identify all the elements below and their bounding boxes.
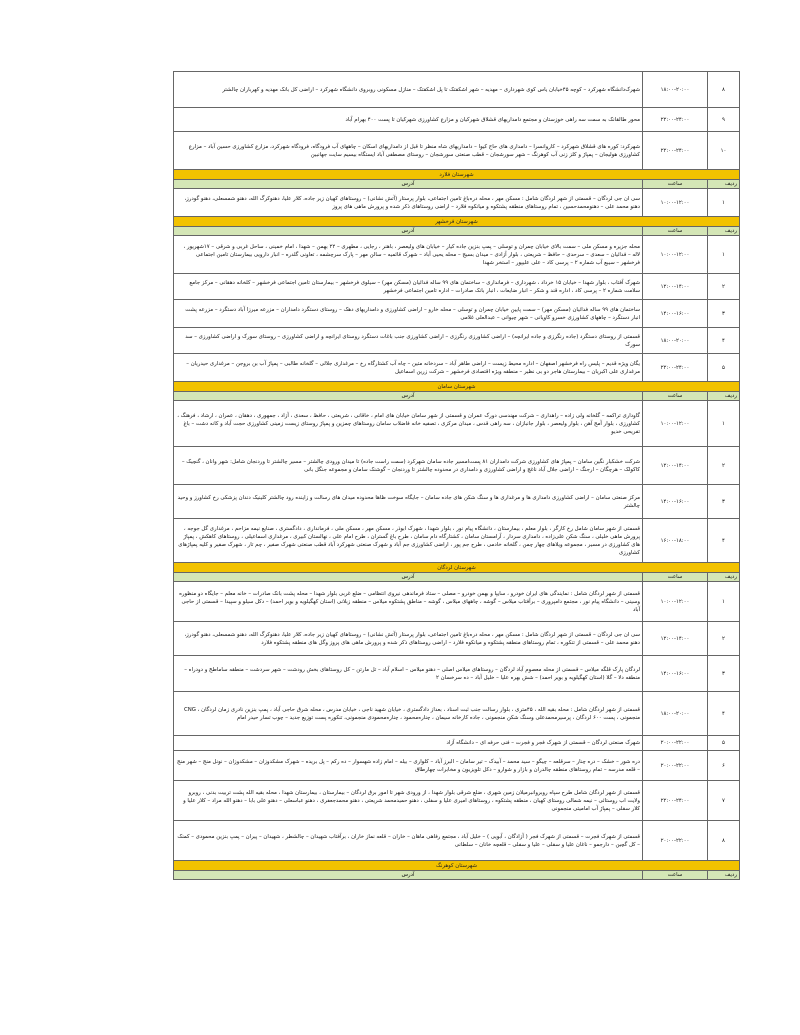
table-row [174,401,740,447]
table-row [174,72,740,108]
table-body [174,72,740,880]
time-header: ساعت [643,871,708,880]
time-range: ۱۲:۰۰-۱۴:۰۰ [643,622,708,656]
time-range: ۲۰:۰۰-۲۲:۰۰ [643,751,708,781]
time-range: ۲۰:۰۰-۲۲:۰۰ [643,736,708,751]
time-range: ۱۲:۰۰-۱۴:۰۰ [643,447,708,485]
time-header: ساعت [643,227,708,236]
row-number: ۱۰ [708,132,740,170]
table-row [174,485,740,519]
row-number: ۱ [708,236,740,274]
address-cell: سی ان جی لردگان – قسمتی از شهر لردگان شامل : مسکن مهر ، محله دره‌باغ تامین اجتماعی، بلوار پرستار (آتش نشانی) – روستاهای کهیان زیر جاده، کلار علیا، دهنوکرگ الله، دهنو شمسعلی، دهنو گودرز، دهنو محمد علی – قسمتی از تنکوره ، تمام روستاهای منطقه پشتکوه و میانکوه فلارد – اراضی روستاهای ذکر شده و پرورش ماهی های پروز وگل های منطقه پشتکوه فلارد [174,622,643,656]
table-row [174,582,740,622]
section-header-row [174,861,740,871]
section-title: شهرستان کوهرنگ [174,861,740,871]
row-number: ۱ [708,189,740,217]
row-number: ۹ [708,108,740,132]
time-range: ۱۴:۰۰-۱۶:۰۰ [643,300,708,328]
row-number: ۵ [708,354,740,382]
column-header-row [174,392,740,401]
row-number: ۸ [708,821,740,861]
row-number-header: ردیف [708,573,740,582]
row-number-header: ردیف [708,871,740,880]
address-cell: قسمتی از شهر سامان شامل رخ کارگر ، بلوار معلم ، بیمارستان ، دانشگاه پیام نور ، بلوار شهدا ، شهرک ابوذر ، مسکن مهر ، مسکن ملی ، فرمانداری ، دادگستری ، صنایع نیمه مزاحم ، مرغداری گل جوجه ، پرورش ماهی خلیلی ، سنگ شکن علی‌زاده ، دامداری سردار ، آرامستان سامان ، کشتارگاه دام سامان ، طرح باغ گستران ، طرح امام علی ، نهالستان کبیری ، مرغداری اسماعیلی ، روستاهای کاهکش ، پمپاژ های کشاورزی در مسیر ، مجموعه ویلاهای چهار چمن ، گلخانه خادمی ، طرح جم پور ، اراضی کشاورزی جم آباد و شهرک صنعتی شهرکرد آباد قطب صنعتی شهرک صفیر ، چم تار ، شهرک صفیر و کلیه پمپاژهای کشاورزی [174,519,643,563]
time-range: ۲۲:۰۰-۲۴:۰۰ [643,781,708,821]
time-range: ۲۰:۰۰-۲۲:۰۰ [643,821,708,861]
row-number: ۷ [708,781,740,821]
address-cell: محله جزیره و مسکن ملی – سمت بالای خیابان چمران و توسلی – پمپ بنزین جاده کیار – خیابان های ولیعصر ، باهنر ، رجایی ، مطهری – ۲۲ بهمن – شهدا ، امام خمینی ، ساحل غربی و شرقی – ۱۷شهریور ، لاله – فدائیان – سعدی – سرحدی – حافظ – شریعتی ، بلوار آزادی – میدان بسیج – محله یحیی آباد – شهرک قائمیه – سالن مهر – پارک سرچشمه ، تعاونی گلدره – انبار دارویی بیمارستان تامین اجتماعی فرخشهر – سیبع آب شماره ۲ – پرسی کاد – علی علیپور – استخر شهدا [174,236,643,274]
row-number: ۲ [708,274,740,300]
table-row [174,656,740,692]
section-title: شهرستان لردگان [174,563,740,573]
address-cell: شهرک آفتاب ، بلوار شهدا – خیابان ۱۵ خرداد ، شهرداری – فرمانداری – ساختمان های ۹۹ ساله فدائیان (مسکن مهر) – سیلوی فرخشهر – بیمارستان تامین اجتماعی فرخشهر – کلخانه دهقانی – مرکز جامع سلامت شماره ۲ – پرسی کاد ، اداره قند و شکر – انبار ضایعات ، انبار بانک صادرات – اداره تامین اجتماعی فرخشهر [174,274,643,300]
time-range: ۲۲:۰۰-۲۴:۰۰ [643,108,708,132]
table-row [174,692,740,736]
time-range: ۱۰:۰۰-۱۲:۰۰ [643,401,708,447]
time-range: ۱۰:۰۰-۱۲:۰۰ [643,236,708,274]
address-cell: ساختمان های ۹۹ ساله فدائیان (مسکن مهر) – سمت پایین خیابان چمران و توسلی – محله خارو – اراضی کشاورزی و دامداریهای دهک – روستای دستگرد دامداران – مزرعه میرزا آباد دستگرد – مزرعه پشت انبار دستگرد – چاههای کشاورزی خسرو کاویانی – شهر چیوانی – عبدالعلی غلامی [174,300,643,328]
row-number: ۲ [708,622,740,656]
row-number: ۳ [708,485,740,519]
address-cell: دره شور – خشک – دره چنار – سرقلعه – چیگو – سید محمد – آبیدک – تیر سامان – البرز آباد – کلواری – بیله – امام زاده شهسوار – ده رکم – پل بریده – شهرک مشکدوزان – مشکدوزان – نونل منج – شهر منج – قلعه مدرسه – تمام روستاهای منطقه چالدران و بازار و شوارو – دکل تلویزیون و مخابرات چهارطاق [174,751,643,781]
time-range: ۲۲:۰۰-۲۴:۰۰ [643,354,708,382]
column-header-row [174,180,740,189]
row-number: ۶ [708,751,740,781]
time-range: ۱۶:۰۰-۱۸:۰۰ [643,519,708,563]
table-row [174,132,740,170]
time-range: ۱۰:۰۰-۱۲:۰۰ [643,189,708,217]
time-range: ۲۲:۰۰-۲۴:۰۰ [643,132,708,170]
outage-schedule-table [173,71,740,880]
address-cell: سی ان جی لردگان – قسمتی از شهر لردگان شامل : مسکن مهر ، محله دره‌باغ تامین اجتماعی، بلوار پرستار (آتش نشانی) – روستاهای کهیان زیر جاده، کلار علیا، دهنوکرگ الله، دهنو شمسعلی، دهنو گودرز، دهنو محمد علی – دهنومحمدحسین ، تمام روستاهای منطقه پشتکوه و میانکوه فلارد – اراضی روستاهای ذکر شده و پرورش ماهی های پروز [174,189,643,217]
table-row [174,189,740,217]
section-header-row [174,563,740,573]
row-number: ۱ [708,582,740,622]
section-header-row [174,170,740,180]
address-cell: شهرک صنعتی لردگان – قسمتی از شهرک فجر و فجرت – فنی حرفه ای – دانشگاه آزاد [174,736,643,751]
table-row [174,108,740,132]
row-number: ۱ [708,401,740,447]
column-header-row [174,573,740,582]
address-cell: گاوداری تراکمه – گلخانه ولی زاده – راهداری – شرکت مهندسی دورک عمران و قسمتی از شهر سامان خیابان های امام ، خاقانی ، شریعتی ، حافظ ، سعدی ، آزاد ، جمهوری ، دهقان ، عمران ، ارشاد ، فرهنگ ، کشاورزی ، بلوار آمج آهن ، بلوار ولیعصر ، بلوار جانبازان ، سه راهی قدس ، میدان مرکزی ، تصفیه خانه فاضلاب سامان روستاهای چمزین و پمپاژ روستای زیست زمینی کشاورزی حجت آباد و کانه دشت – باغ تفریحی خدیو [174,401,643,447]
table-row [174,354,740,382]
time-range: ۱۸:۰۰-۲۰:۰۰ [643,328,708,354]
address-cell: قسمتی از شهر لردگان شامل : نمایندگی های ایران خودرو ، سایپا و بهمن خودرو – مصلی – ستاد فرماندهی نیروی انتظامی – ضلع غربی بلوار شهدا – محله پشت بانک صادرات – خانه معلم – جایگاه دو منظوره وسینی – دانشگاه پیام نور ، مجتمع دامپروری – برآفتاب میلاس – گوشه ، چاههای میلاس ، گوشه – مناطق پشتکوه میلاس – منطقه زبلانی (استان کهگیلویه و بویر احمد) – دکل سیلو و سپیدا – قسمتی از حاجی آباد [174,582,643,622]
table-row [174,236,740,274]
address-cell: قسمتی از شهر لردگان شامل : محله بقیه الله ، ۴۵متری ، بلوار رسالت جنب ثبت اسناد ، بعداز دادگستری ، خیابان شهید ناجی ، خیابان مدرس ، محله شرق حاجی آباد ، پمپ بنزین نادری زمان لردگان ، CNG منجمونی ، پست ۶۰۰ لردگان ، پرسیرمحمدعلی وسنگ شکن منجمونی ، جاده کارخانه سیمان ، چناره‌محمود ، چناره‌محمودی منجمونی، تنکوره پست توزیع جدید – چوب تسار حیدر امام [174,692,643,736]
address-header: آدرس [174,180,643,189]
table-row [174,300,740,328]
time-range: ۱۰:۰۰-۱۲:۰۰ [643,582,708,622]
row-number: ۲ [708,447,740,485]
time-range: ۱۴:۰۰-۱۶:۰۰ [643,485,708,519]
table-row [174,328,740,354]
address-cell: لردگان پارک قلگه میلاس – قسمتی از محله معصوم آباد لردگان – روستاهای میلاس اصلی – دهنو میلاس – اسلام آباد – تل مارتن – کل روستاهای بخش رودشت – شهر سردشت – منطقه ساماطخ و دودراه – منطقه دلا – گلا (استان کهگیلویه و بویر احمد) – شش بهره علیا – خلیل آباد – ده سرخسان ۲ [174,656,643,692]
row-number: ۴ [708,328,740,354]
row-number-header: ردیف [708,180,740,189]
time-header: ساعت [643,180,708,189]
address-cell: مرکز صنعتی سامان – اراضی کشاورزی دامداری ها و مرغداری ها و سنگ شکن های جاده سامان – جایگاه سوخت ظاها محدوده میدان های رسالت و زاینده رود چالشتر کلینیک دندان پزشکی رخ کشاورز و وحید چالشتر [174,485,643,519]
address-header: آدرس [174,227,643,236]
address-cell: قسمتی از شهر لردگان شامل طرح سپاه روبروانبرمیلان زمین شهری ، ضلع شرقی بلوار شهدا ، از ورودی شهر تا امور برق لردگان – بیمارستان ، بیمارستان شهدا ، محله بقیه الله پشت تربیت بدنی ، روبرو ولایت اب روستائی – نیمه شمالی روستای کهیان ، منطقه پشتکوه ، روستاهای امیری علیا و سفلی ، دهنو حمیدمحمد شریعتی ، دهنو محمدجعفری ، دهنو عباسعلی – دهنو علی بابا – دهنو الله مراد – کلار علیا و کلار سفلی – پمپاژ آب امامیتی منجمونی [174,781,643,821]
table-row [174,821,740,861]
time-range: ۱۲:۰۰-۱۴:۰۰ [643,274,708,300]
table-row [174,274,740,300]
time-range: ۱۸:۰۰-۲۰:۰۰ [643,72,708,108]
row-number: ۴ [708,519,740,563]
section-title: شهرستان فرخشهر [174,217,740,227]
section-title: شهرستان سامان [174,382,740,392]
time-range: ۱۸:۰۰-۲۰:۰۰ [643,692,708,736]
address-cell: شهرک‌دانشگاه شهرکرد – کوچه ۴۵خیابان یاس کوی شهرداری – مهدیه – شهر اشکفتک تا پل اشکفتک – منازل مسکونی روبروی دانشگاه شهرکرد – اراضی کل بانک مهدیه و کهرباران چالشتر [174,72,643,108]
address-header: آدرس [174,573,643,582]
address-cell: قسمتی از شهرک فجرت – قسمتی از شهرک فجر ( آزادگان ، آبویی ) – خلیل آباد ، مجتمع رفاهی ماهان – خاران – قلعه نماز خاران ، برآفتاب شهیدان – چالشطر ، شهیدان – پیران – پمپ بنزین محمودی – کمنک – کل گچین – دارجمو – ناغان علیا و سفلی – علیا و سفلی – قلعچه خانان – سلطانی [174,821,643,861]
table-row [174,736,740,751]
column-header-row [174,871,740,880]
address-header: آدرس [174,392,643,401]
row-number: ۳ [708,656,740,692]
section-title: شهرستان فلارد [174,170,740,180]
time-range: ۱۴:۰۰-۱۶:۰۰ [643,656,708,692]
table-row [174,447,740,485]
row-number-header: ردیف [708,392,740,401]
table-row [174,781,740,821]
section-header-row [174,382,740,392]
row-number: ۵ [708,736,740,751]
address-header: آدرس [174,871,643,880]
row-number: ۳ [708,300,740,328]
address-cell: یگان ویژه قدیم – پلیس راه فرخشهر اصفهان – اداره محیط زیست – اراضی طاهر آباد – سردخانه متین – چاه آب کشتارگاه رخ – مرغداری جلالی – گلخانه طالبی – پمپاژ آب بن بروجن – مرغداری حیدریان – مرغداری علی اکبریان – بیمارستان هاجر دو بی نظیر – منطقه ویژه اقتصادی فرخشهر – شرکت زرین اسماعیل [174,354,643,382]
address-cell: شرکت خشکبار نگین سامان – پمپاژ های کشاورزی شرکت دامداران ۸۱ پست‌امسیر جاده سامان شهرکرد (سمت راست جاده) تا میدان ورودی چالشتر – مسیر چالشتر تا وردنجان شامل: شهر وانان ، گنچیک – کاکولک – هرچگان – ارجنگ – اراضی جلال آباد ناغچ و اراضی کشاورزی و دامداری در محدوده چالشتر تا وردنجان – گوشنک سامان و مجموعه جنگل بانی [174,447,643,485]
row-number: ۸ [708,72,740,108]
row-number-header: ردیف [708,227,740,236]
table-row [174,622,740,656]
column-header-row [174,227,740,236]
address-cell: محور طالقانک به سمت سه راهی خوزستان و مجتمع دامداریهای قشلاق شهرکیان و مزارع کشاورزی شهرکیان تا پست ۴۰۰ بهرام آباد [174,108,643,132]
row-number: ۴ [708,692,740,736]
address-cell: شهرکرد: کوره های قشلاق شهرکرد – کاروانسرا – دامداری های حاج کیوا – دامداریهای شاه منظر تا قبل از دامداریهای اسکان – چاههای آب فرودگاه، فرودگاه شهرکرد، مزارع کشاورزی حسین آباد – مزارع کشاورزی هولیجان – پمپاژ و کلز زنی آب کوهرنگ – شهر سورشجان – قطب صنعتی سورشجان – روستای مصطفی آباد ایستگاه بیسیم سایت جهانبین [174,132,643,170]
table-row [174,519,740,563]
time-header: ساعت [643,392,708,401]
table-row [174,751,740,781]
time-header: ساعت [643,573,708,582]
section-header-row [174,217,740,227]
address-cell: قسمتی از روستای دستگرد (جاده رنگرزی و جاده ایرانچه) – اراضی کشاورزی رنگرزی – اراضی کشاورزی جنب باغات دستگرد روستای ایرانچه و اراضی کشاورزی – روستای سورک و اراضی کشاورزی – سد سورک [174,328,643,354]
